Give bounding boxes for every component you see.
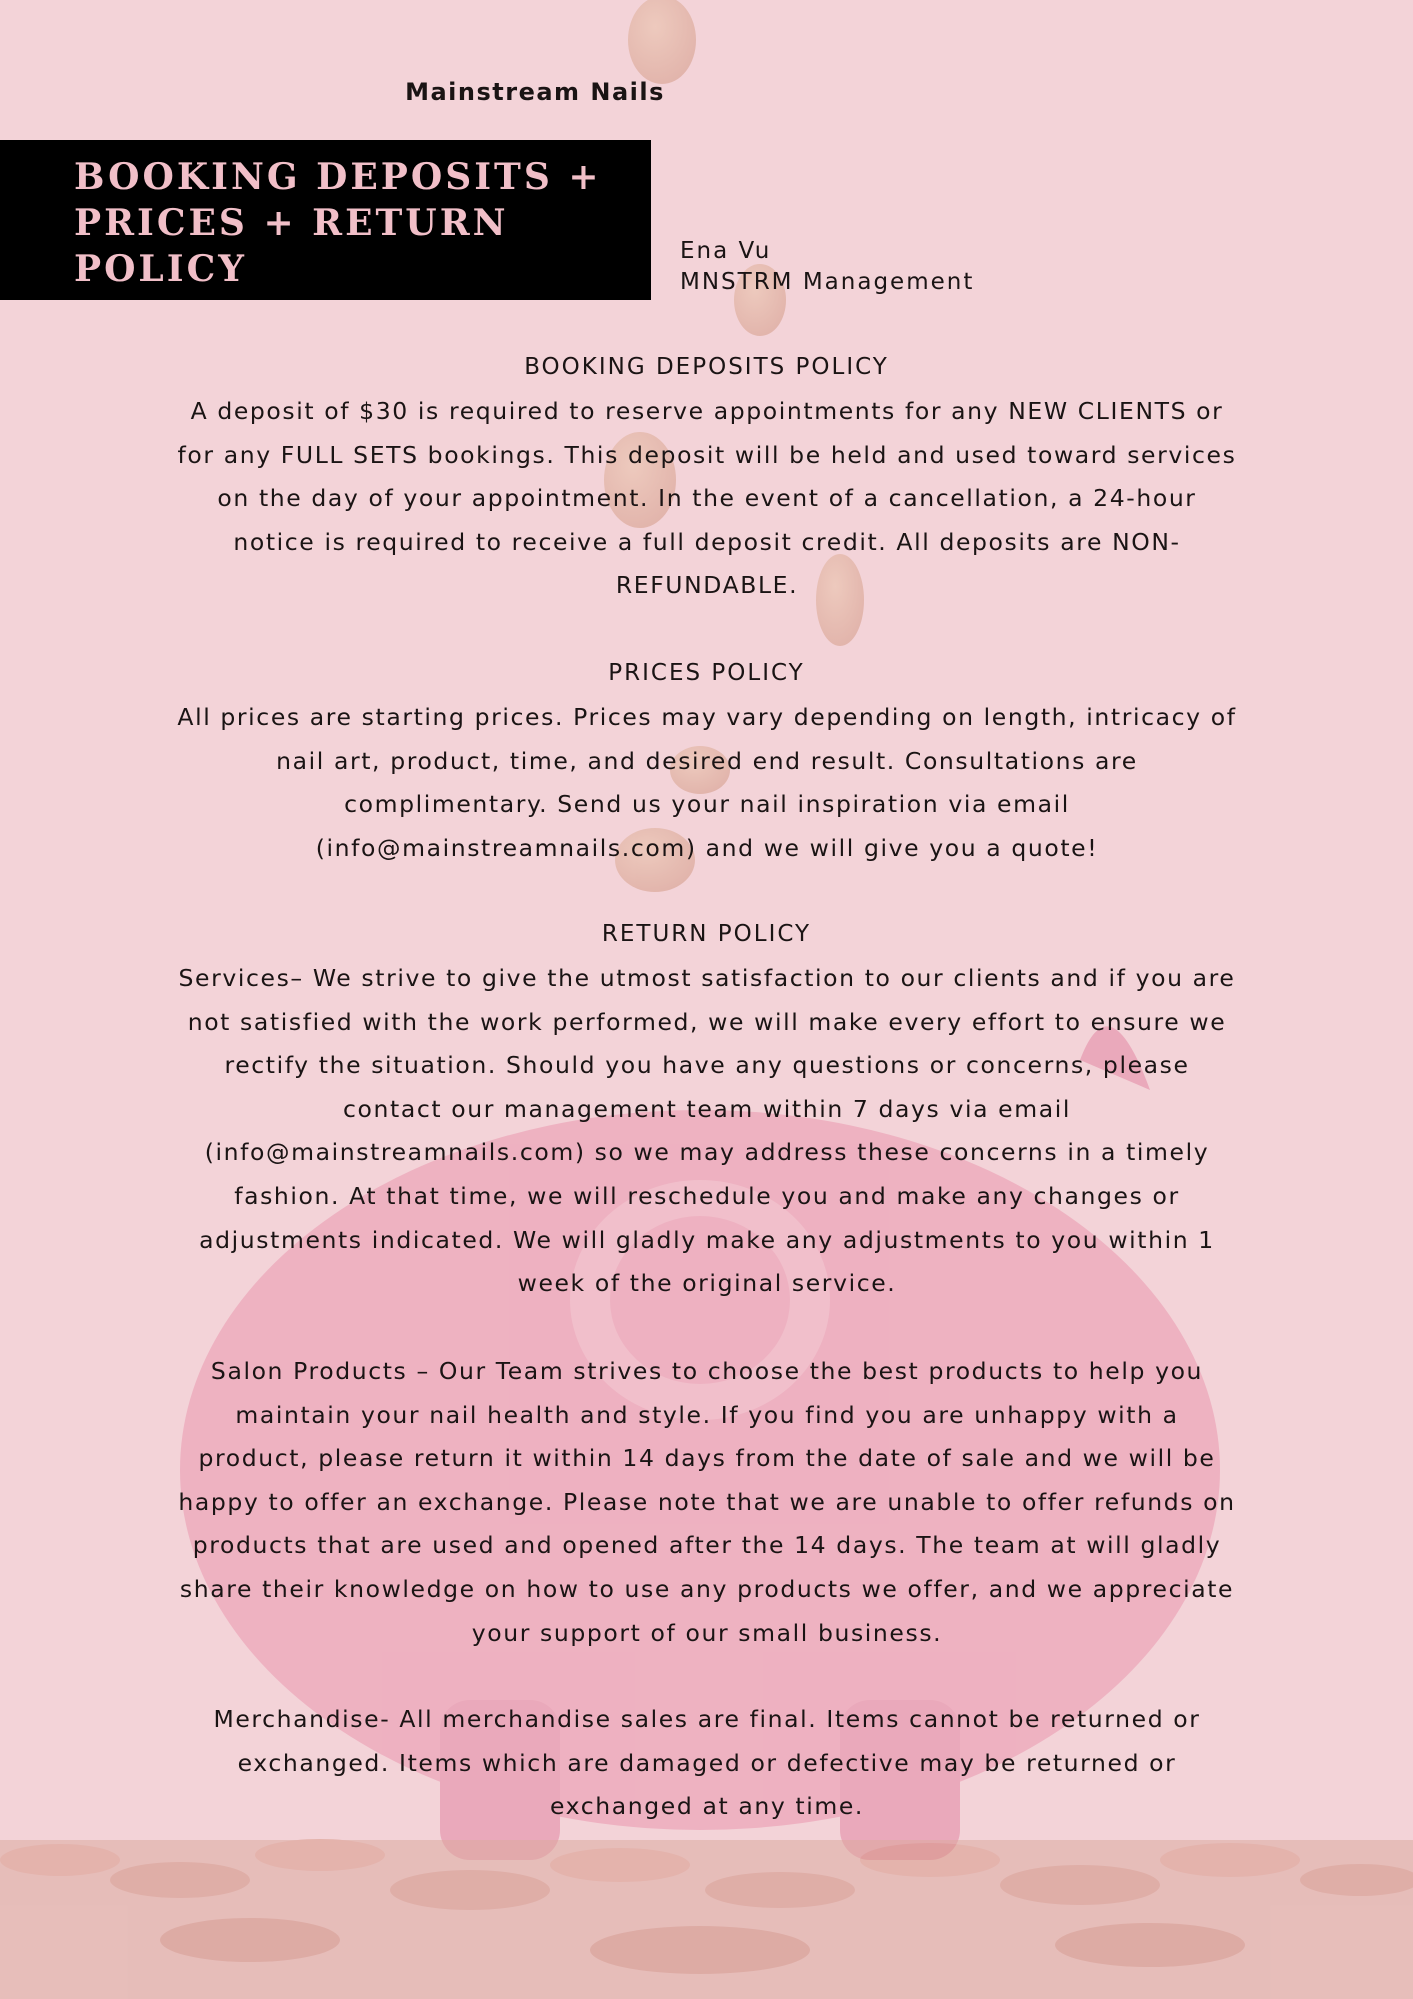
returns-merchandise: Merchandise- All merchandise sales are final. Items cannot be returned or exchanged. Items which are damaged or defective may be returned or exchanged at any time. bbox=[213, 1705, 1201, 1821]
returns-products: Salon Products – Our Team strives to choose the best products to help you maintain your nail health and style. If you find you are unhappy with a product, please return it within 14 days from the date of sale and we will be happy to offer an exchange. Please note that we are unable to offer refunds on products that are used and opened after the 14 days. The team at will gladly share their knowledge on how to use any products we offer, and we appreciate your support of our small business. bbox=[178, 1357, 1236, 1647]
title-banner bbox=[0, 140, 651, 300]
prices-body: All prices are starting prices. Prices may vary depending on length, intricacy of nail art, product, time, and desired end result. Consultations are complimentary. Send us your nail inspiration via email (info@mainstreamnails.com) and we will give you a quote! bbox=[177, 703, 1237, 862]
author-block bbox=[680, 236, 974, 298]
deposits-heading: BOOKING DEPOSITS POLICY bbox=[524, 354, 889, 380]
deposits-body: A deposit of $30 is required to reserve appointments for any NEW CLIENTS or for any FULL SETS bookings. This deposit will be held and used toward services on the day of your appointment. In the event of a cancellation, a 24-hour notice is required to receive a full deposit credit. All deposits are NON-REFUNDABLE. bbox=[177, 397, 1237, 600]
returns-heading: RETURN POLICY bbox=[601, 921, 812, 947]
prices-heading: PRICES POLICY bbox=[608, 660, 805, 686]
brand-name: Mainstream Nails bbox=[405, 78, 665, 106]
author-role: MNSTRM Management bbox=[680, 269, 975, 295]
author-name: Ena Vu bbox=[680, 238, 772, 264]
returns-services: Services– We strive to give the utmost satisfaction to our clients and if you are not satisfied with the work performed, we will make every effort to ensure we rectify the situation. Should you have any questions or concerns, please contact our management team within 7 days via email (info@mainstreamnails.com) so we may address these concerns in a timely fashion. At that time, we will reschedule you and make any changes or adjustments indicated. We will gladly make any adjustments to you within 1 week of the original service. bbox=[178, 964, 1236, 1298]
document-title: BOOKING DEPOSITS + PRICES + RETURN POLICY bbox=[74, 156, 602, 290]
